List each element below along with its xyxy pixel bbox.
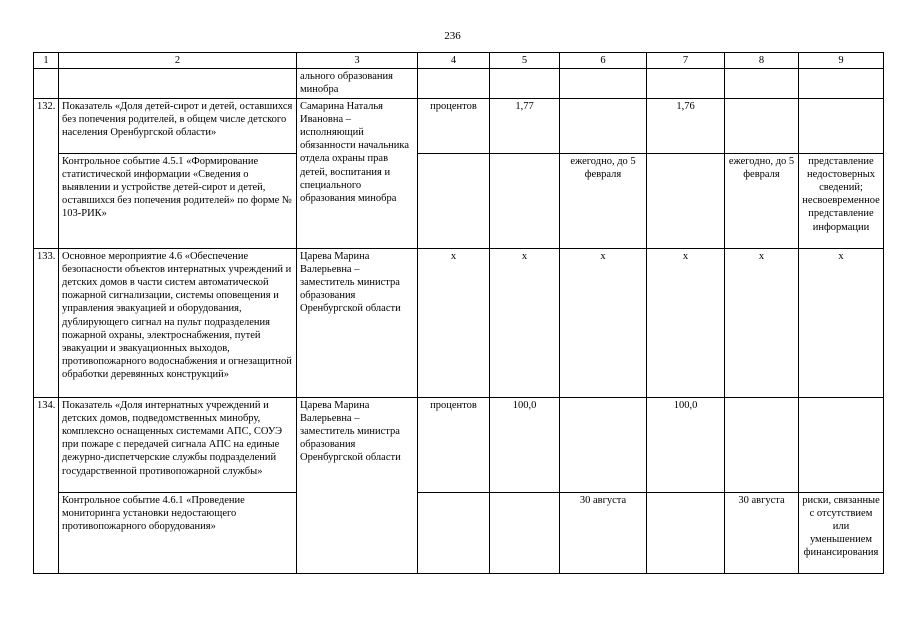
responsible-cell: Царева Марина Валерьевна – заместитель министра образования Оренбургской области [297,248,418,397]
row-number [34,69,59,98]
mark-cell: х [418,248,490,397]
mark-cell: х [490,248,560,397]
column-number: 9 [799,53,884,69]
column-number: 6 [560,53,647,69]
table-row [34,397,884,492]
risk-cell: представление недостоверных сведений; несвоевременное представление информации [799,153,884,248]
plan-table [33,52,884,574]
unit-cell: процентов [418,397,490,492]
deadline-cell: 30 августа [560,492,647,573]
table-row [34,98,884,153]
column-number: 7 [647,53,725,69]
unit-cell [418,69,490,98]
deadline-cell: 30 августа [725,492,799,573]
column-number: 2 [59,53,297,69]
responsible-cell: Самарина Наталья Ивановна – исполняющий обязанности начальника отдела охраны прав детей, воспитания и специального образования минобра [297,98,418,248]
activity-cell: Основное мероприятие 4.6 «Обеспечение безопасности объектов интернатных учреждений и детских домов в части систем автоматической пожарной сигнализации, системы оповещения и управления эвакуацией и оборудования, дублирующего сигнал на пульт подразделения пожарной охраны, электроснабжения, путей эвакуации и эвакуационных выходов, противопожарного водоснабжения и огнезащитной обработки деревянных конструкций» [59,248,297,397]
column-number: 3 [297,53,418,69]
table-row [34,492,884,573]
column-number-row [34,53,884,69]
row-number: 132. [34,98,59,248]
column-number: 1 [34,53,59,69]
column-number: 8 [725,53,799,69]
row-number: 133. [34,248,59,397]
table-row [34,153,884,248]
mark-cell: х [725,248,799,397]
risk-cell: риски, связанные с отсутствием или уменьшением финансирования [799,492,884,573]
description-cell [59,69,297,98]
page-number: 236 [444,30,461,42]
value-cell: 1,76 [647,98,725,153]
column-number: 5 [490,53,560,69]
mark-cell: х [560,248,647,397]
value-cell: 1,77 [490,98,560,153]
value-cell: 100,0 [490,397,560,492]
row-number: 134. [34,397,59,573]
responsible-cell: Царева Марина Валерьевна – заместитель министра образования Оренбургской области [297,397,418,573]
unit-cell: процентов [418,98,490,153]
responsible-cell: ального образования минобра [297,69,418,98]
column-number: 4 [418,53,490,69]
table-row [34,248,884,397]
indicator-cell: Показатель «Доля детей-сирот и детей, оставшихся без попечения родителей, в общем числе детского населения Оренбургской области» [59,98,297,153]
deadline-cell: ежегодно, до 5 февраля [560,153,647,248]
indicator-cell: Показатель «Доля интернатных учреждений и детских домов, подведомственных минобру, комплексно оснащенных системами АПС, СОУЭ при пожаре с передачей сигнала АПС на единые дежурно-диспетчерские службы подразделений государственной противопожарной службы» [59,397,297,492]
continuation-row [34,69,884,98]
deadline-cell: ежегодно, до 5 февраля [725,153,799,248]
control-event-cell: Контрольное событие 4.6.1 «Проведение мониторинга установки недостающего противопожарного оборудования» [59,492,297,573]
mark-cell: х [799,248,884,397]
value-cell: 100,0 [647,397,725,492]
control-event-cell: Контрольное событие 4.5.1 «Формирование статистической информации «Сведения о выявлении и устройстве детей-сирот и детей, оставшихся без попечения родителей» по форме № 103-РИК» [59,153,297,248]
mark-cell: х [647,248,725,397]
